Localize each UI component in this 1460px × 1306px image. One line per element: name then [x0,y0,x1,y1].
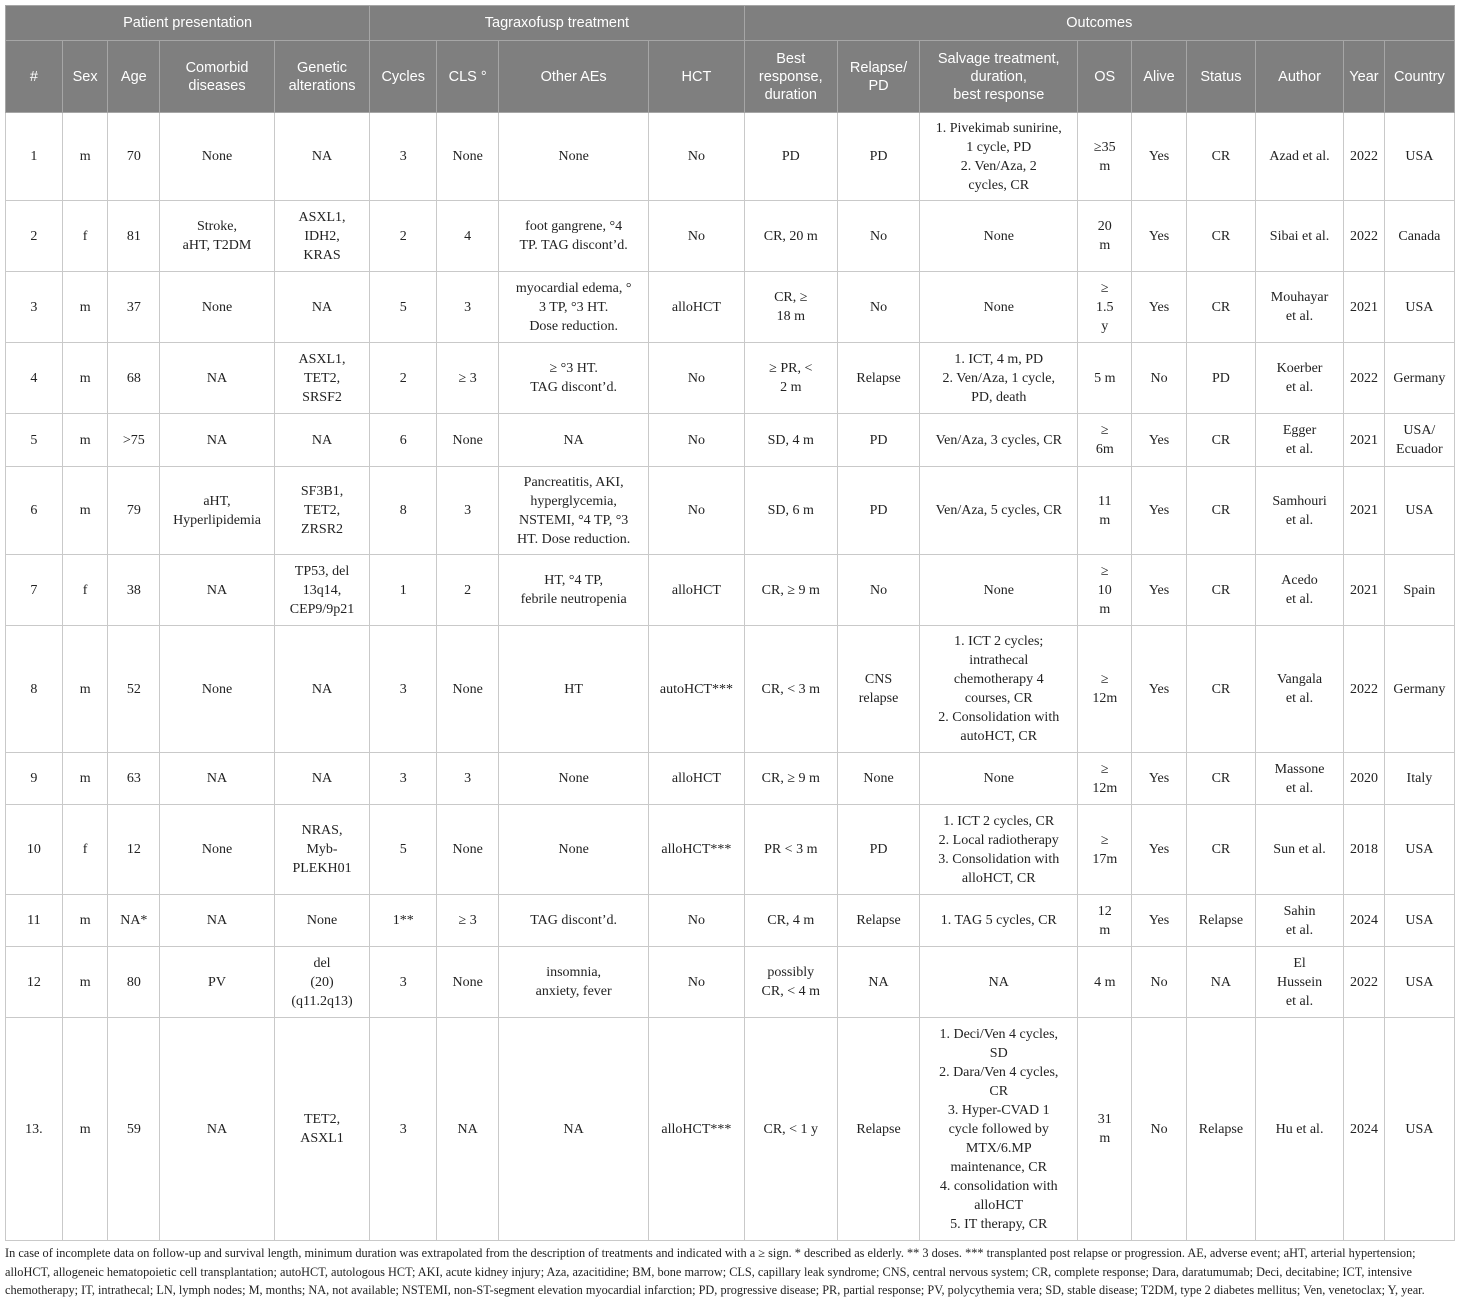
table-cell: 6 [6,467,63,555]
table-cell: 2021 [1344,272,1385,343]
table-cell: None [274,895,369,947]
table-cell: Yes [1132,467,1187,555]
column-header: Status [1186,41,1255,113]
column-header: OS [1078,41,1132,113]
table-cell: ≥ PR, < 2 m [744,343,837,414]
table-cell: No [1132,947,1187,1018]
table-cell: CR [1186,201,1255,272]
table-cell: 2022 [1344,343,1385,414]
table-cell: ≥ 1.5 y [1078,272,1132,343]
table-cell: Yes [1132,113,1187,201]
table-cell: m [62,272,108,343]
table-cell: CR, 20 m [744,201,837,272]
table-cell: SF3B1, TET2, ZRSR2 [274,467,369,555]
table-cell: Relapse [1186,895,1255,947]
table-cell: Acedo et al. [1255,555,1343,626]
column-header: Alive [1132,41,1187,113]
table-row [6,947,1455,1018]
column-header: Comorbid diseases [160,41,275,113]
table-cell: 1. Pivekimab sunirine, 1 cycle, PD 2. Ven/Aza, 2 cycles, CR [920,113,1078,201]
table-cell: None [437,626,499,753]
table-cell: 2022 [1344,947,1385,1018]
table-cell: 12 m [1078,895,1132,947]
table-cell: 12 [108,805,160,895]
table-cell: NA [837,947,919,1018]
table-cell: None [437,414,499,467]
table-row [6,467,1455,555]
table-cell: CR, ≥ 18 m [744,272,837,343]
table-cell: CR [1186,113,1255,201]
table-cell: None [920,201,1078,272]
table-cell: NA [160,1018,275,1241]
table-cell: m [62,467,108,555]
table-cell: m [62,113,108,201]
table-cell: 2020 [1344,753,1385,805]
table-cell: None [837,753,919,805]
group-header: Patient presentation [6,6,370,41]
table-cell: Yes [1132,414,1187,467]
table-cell: NA [274,113,369,201]
table-cell: None [920,555,1078,626]
table-cell: None [499,805,649,895]
table-row [6,272,1455,343]
table-cell: El Hussein et al. [1255,947,1343,1018]
table-cell: CNS relapse [837,626,919,753]
table-cell: 3 [370,753,437,805]
table-cell: NA [499,1018,649,1241]
table-cell: 8 [370,467,437,555]
table-cell: 3 [6,272,63,343]
table-cell: 1. ICT, 4 m, PD 2. Ven/Aza, 1 cycle, PD, death [920,343,1078,414]
table-cell: Relapse [1186,1018,1255,1241]
table-cell: m [62,1018,108,1241]
table-cell: CR [1186,272,1255,343]
table-cell: None [499,753,649,805]
table-row [6,201,1455,272]
table-cell: PD [837,113,919,201]
table-cell: 3 [370,947,437,1018]
table-row [6,414,1455,467]
table-cell: 38 [108,555,160,626]
column-header: Sex [62,41,108,113]
table-cell: Ven/Aza, 5 cycles, CR [920,467,1078,555]
table-cell: 2 [370,343,437,414]
table-cell: No [649,113,744,201]
table-cell: myocardial edema, ° 3 TP, °3 HT. Dose reduction. [499,272,649,343]
table-cell: No [649,895,744,947]
table-cell: NA [499,414,649,467]
table-cell: alloHCT [649,272,744,343]
table-cell: USA [1384,1018,1454,1241]
table-cell: 63 [108,753,160,805]
table-cell: HT, °4 TP, febrile neutropenia [499,555,649,626]
table-cell: Yes [1132,272,1187,343]
table-cell: No [1132,1018,1187,1241]
table-cell: None [160,272,275,343]
table-cell: CR [1186,626,1255,753]
table-cell: NA [160,895,275,947]
table-cell: ≥ 6m [1078,414,1132,467]
table-cell: 5 [370,805,437,895]
table-cell: Stroke, aHT, T2DM [160,201,275,272]
table-cell: Vangala et al. [1255,626,1343,753]
group-header-row [6,6,1455,41]
table-cell: 2021 [1344,555,1385,626]
table-cell: 5 [370,272,437,343]
column-header: Country [1384,41,1454,113]
table-cell: Yes [1132,805,1187,895]
table-cell: None [920,753,1078,805]
table-cell: PD [837,414,919,467]
table-cell: 52 [108,626,160,753]
table-cell: PD [837,805,919,895]
table-cell: ≥35 m [1078,113,1132,201]
table-cell: CR [1186,753,1255,805]
table-cell: CR, ≥ 9 m [744,555,837,626]
table-cell: None [437,113,499,201]
table-cell: 6 [370,414,437,467]
table-cell: 5 m [1078,343,1132,414]
column-header: HCT [649,41,744,113]
table-cell: 1** [370,895,437,947]
table-cell: 1 [370,555,437,626]
table-cell: alloHCT [649,753,744,805]
table-cell: 1 [6,113,63,201]
column-header: Relapse/ PD [837,41,919,113]
table-body [6,113,1455,1241]
column-header: Author [1255,41,1343,113]
table-cell: m [62,895,108,947]
table-cell: Ven/Aza, 3 cycles, CR [920,414,1078,467]
table-cell: CR, ≥ 9 m [744,753,837,805]
table-cell: 79 [108,467,160,555]
table-cell: autoHCT*** [649,626,744,753]
table-cell: 2021 [1344,467,1385,555]
table-cell: 2 [6,201,63,272]
table-cell: None [160,626,275,753]
table-cell: insomnia, anxiety, fever [499,947,649,1018]
table-cell: 3 [370,1018,437,1241]
table-cell: No [649,414,744,467]
table-cell: TET2, ASXL1 [274,1018,369,1241]
table-cell: Yes [1132,201,1187,272]
column-header: # [6,41,63,113]
column-header: Age [108,41,160,113]
table-cell: 80 [108,947,160,1018]
table-cell: Yes [1132,626,1187,753]
table-cell: 3 [370,113,437,201]
table-cell: 4 [6,343,63,414]
group-header: Tagraxofusp treatment [370,6,744,41]
table-cell: NA [274,272,369,343]
table-cell: 37 [108,272,160,343]
table-cell: Relapse [837,343,919,414]
table-cell: 2024 [1344,1018,1385,1241]
table-row [6,555,1455,626]
table-cell: None [920,272,1078,343]
table-cell: possibly CR, < 4 m [744,947,837,1018]
table-cell: Samhouri et al. [1255,467,1343,555]
table-cell: ASXL1, TET2, SRSF2 [274,343,369,414]
column-header: Cycles [370,41,437,113]
table-cell: 4 [437,201,499,272]
table-cell: 10 [6,805,63,895]
table-cell: f [62,805,108,895]
table-cell: Spain [1384,555,1454,626]
column-header: Year [1344,41,1385,113]
group-header: Outcomes [744,6,1454,41]
table-cell: ≥ 12m [1078,753,1132,805]
table-cell: USA [1384,805,1454,895]
table-cell: 3 [370,626,437,753]
table-cell: 1. ICT 2 cycles, CR 2. Local radiotherapy 3. Consolidation with alloHCT, CR [920,805,1078,895]
table-cell: None [437,805,499,895]
table-cell: 5 [6,414,63,467]
table-row [6,805,1455,895]
table-cell: ≥ 3 [437,895,499,947]
table-cell: None [437,947,499,1018]
table-cell: 2021 [1344,414,1385,467]
table-cell: TP53, del 13q14, CEP9/9p21 [274,555,369,626]
table-cell: No [649,947,744,1018]
table-cell: m [62,753,108,805]
table-cell: 1. TAG 5 cycles, CR [920,895,1078,947]
table-cell: NA [160,343,275,414]
table-cell: No [1132,343,1187,414]
table-cell: 20 m [1078,201,1132,272]
table-cell: 2 [370,201,437,272]
column-header: Best response, duration [744,41,837,113]
table-cell: None [499,113,649,201]
table-cell: Egger et al. [1255,414,1343,467]
table-cell: No [837,555,919,626]
table-cell: 2022 [1344,113,1385,201]
table-cell: CR, < 3 m [744,626,837,753]
table-cell: del (20) (q11.2q13) [274,947,369,1018]
table-cell: No [649,201,744,272]
table-cell: No [649,467,744,555]
table-cell: 8 [6,626,63,753]
table-cell: Germany [1384,343,1454,414]
table-cell: USA [1384,113,1454,201]
table-cell: CR, < 1 y [744,1018,837,1241]
table-cell: Germany [1384,626,1454,753]
table-cell: No [837,201,919,272]
table-cell: 59 [108,1018,160,1241]
table-cell: 3 [437,753,499,805]
table-cell: 2018 [1344,805,1385,895]
table-cell: m [62,414,108,467]
table-cell: Koerber et al. [1255,343,1343,414]
table-cell: alloHCT [649,555,744,626]
table-cell: 2022 [1344,626,1385,753]
table-cell: Yes [1132,753,1187,805]
table-cell: NA* [108,895,160,947]
table-container [5,5,1455,1241]
column-header: Genetic alterations [274,41,369,113]
table-cell: NA [274,753,369,805]
table-cell: CR [1186,805,1255,895]
table-cell: USA [1384,895,1454,947]
table-cell: alloHCT*** [649,805,744,895]
table-cell: ≥ 17m [1078,805,1132,895]
table-cell: None [160,805,275,895]
table-cell: USA [1384,272,1454,343]
column-header: Other AEs [499,41,649,113]
table-cell: ASXL1, IDH2, KRAS [274,201,369,272]
table-cell: 11 m [1078,467,1132,555]
table-row [6,343,1455,414]
table-cell: No [837,272,919,343]
table-cell: 2022 [1344,201,1385,272]
table-cell: USA/ Ecuador [1384,414,1454,467]
table-cell: Pancreatitis, AKI, hyperglycemia, NSTEMI, °4 TP, °3 HT. Dose reduction. [499,467,649,555]
table-cell: USA [1384,467,1454,555]
table-row [6,753,1455,805]
table-footnote: In case of incomplete data on follow-up and survival length, minimum duration was extrapolated from the description of treatments and indicated with a ≥ sign. * described as elderly. ** 3 doses. *** transplanted post relapse or progression. AE, adverse event; aHT, arterial hypertension; alloHCT, allogeneic hematopoietic cell transplantation; autoHCT, autologous HCT; AKI, acute kidney injury; Aza, azacitidine; BM, bone marrow; CLS, capillary leak syndrome; CNS, central nervous system; CR, complete response; Dara, daratumumab; Deci, decitabine; ICT, intensive chemotherapy; IT, intrathecal; LN, lymph nodes; M, months; NA, not available; NSTEMI, non-ST-segment elevation myocardial infarction; PD, progressive disease; PR, partial response; PV, polycythemia vera; SD, stable disease; T2DM, type 2 diabetes mellitus; Ven, venetoclax; Y, year. [5,1246,1425,1297]
table-cell: PR < 3 m [744,805,837,895]
table-row [6,895,1455,947]
table-cell: ≥ 12m [1078,626,1132,753]
table-cell: 12 [6,947,63,1018]
table-cell: 9 [6,753,63,805]
table-cell: Azad et al. [1255,113,1343,201]
table-cell: 3 [437,272,499,343]
table-cell: Hu et al. [1255,1018,1343,1241]
table-cell: m [62,947,108,1018]
table-cell: PD [744,113,837,201]
table-cell: aHT, Hyperlipidemia [160,467,275,555]
table-cell: m [62,626,108,753]
table-cell: USA [1384,947,1454,1018]
table-cell: Sun et al. [1255,805,1343,895]
table-cell: No [649,343,744,414]
table-cell: HT [499,626,649,753]
table-cell: ≥ 3 [437,343,499,414]
table-cell: 31 m [1078,1018,1132,1241]
table-cell: None [160,113,275,201]
table-cell: 4 m [1078,947,1132,1018]
table-cell: 11 [6,895,63,947]
table-cell: NA [437,1018,499,1241]
table-cell: Yes [1132,555,1187,626]
table-cell: 3 [437,467,499,555]
table-cell: 70 [108,113,160,201]
table-cell: CR [1186,414,1255,467]
table-cell: PD [1186,343,1255,414]
table-cell: 7 [6,555,63,626]
column-header: Salvage treatment, duration, best response [920,41,1078,113]
table-cell: 1. ICT 2 cycles; intrathecal chemotherapy 4 courses, CR 2. Consolidation with autoHCT, CR [920,626,1078,753]
table-row [6,626,1455,753]
table-cell: Canada [1384,201,1454,272]
table-cell: PV [160,947,275,1018]
table-cell: f [62,201,108,272]
table-cell: Yes [1132,895,1187,947]
table-cell: 1. Deci/Ven 4 cycles, SD 2. Dara/Ven 4 cycles, CR 3. Hyper-CVAD 1 cycle followed by MTX/6.MP maintenance, CR 4. consolidation with alloHCT 5. IT therapy, CR [920,1018,1078,1241]
table-cell: NA [1186,947,1255,1018]
table-cell: NRAS, Myb- PLEKH01 [274,805,369,895]
table-cell: m [62,343,108,414]
table-cell: Relapse [837,895,919,947]
column-header: CLS ° [437,41,499,113]
table-cell: Massone et al. [1255,753,1343,805]
table-row [6,113,1455,201]
table-cell: SD, 6 m [744,467,837,555]
table-cell: alloHCT*** [649,1018,744,1241]
table-cell: PD [837,467,919,555]
table-cell: NA [160,753,275,805]
table-cell: ≥ °3 HT. TAG discont’d. [499,343,649,414]
patient-table [5,5,1455,1241]
column-header-row [6,41,1455,113]
table-cell: >75 [108,414,160,467]
table-cell: Mouhayar et al. [1255,272,1343,343]
table-cell: CR [1186,467,1255,555]
table-cell: NA [160,414,275,467]
table-cell: NA [274,414,369,467]
table-cell: CR [1186,555,1255,626]
table-cell: f [62,555,108,626]
table-cell: Sahin et al. [1255,895,1343,947]
table-cell: NA [920,947,1078,1018]
table-cell: SD, 4 m [744,414,837,467]
table-cell: ≥ 10 m [1078,555,1132,626]
table-cell: 81 [108,201,160,272]
table-cell: 2024 [1344,895,1385,947]
table-cell: 68 [108,343,160,414]
table-cell: NA [274,626,369,753]
table-cell: Sibai et al. [1255,201,1343,272]
table-cell: Relapse [837,1018,919,1241]
table-row [6,1018,1455,1241]
table-cell: 13. [6,1018,63,1241]
table-cell: 2 [437,555,499,626]
table-cell: CR, 4 m [744,895,837,947]
table-cell: Italy [1384,753,1454,805]
table-cell: NA [160,555,275,626]
table-cell: TAG discont’d. [499,895,649,947]
table-cell: foot gangrene, °4 TP. TAG discont’d. [499,201,649,272]
